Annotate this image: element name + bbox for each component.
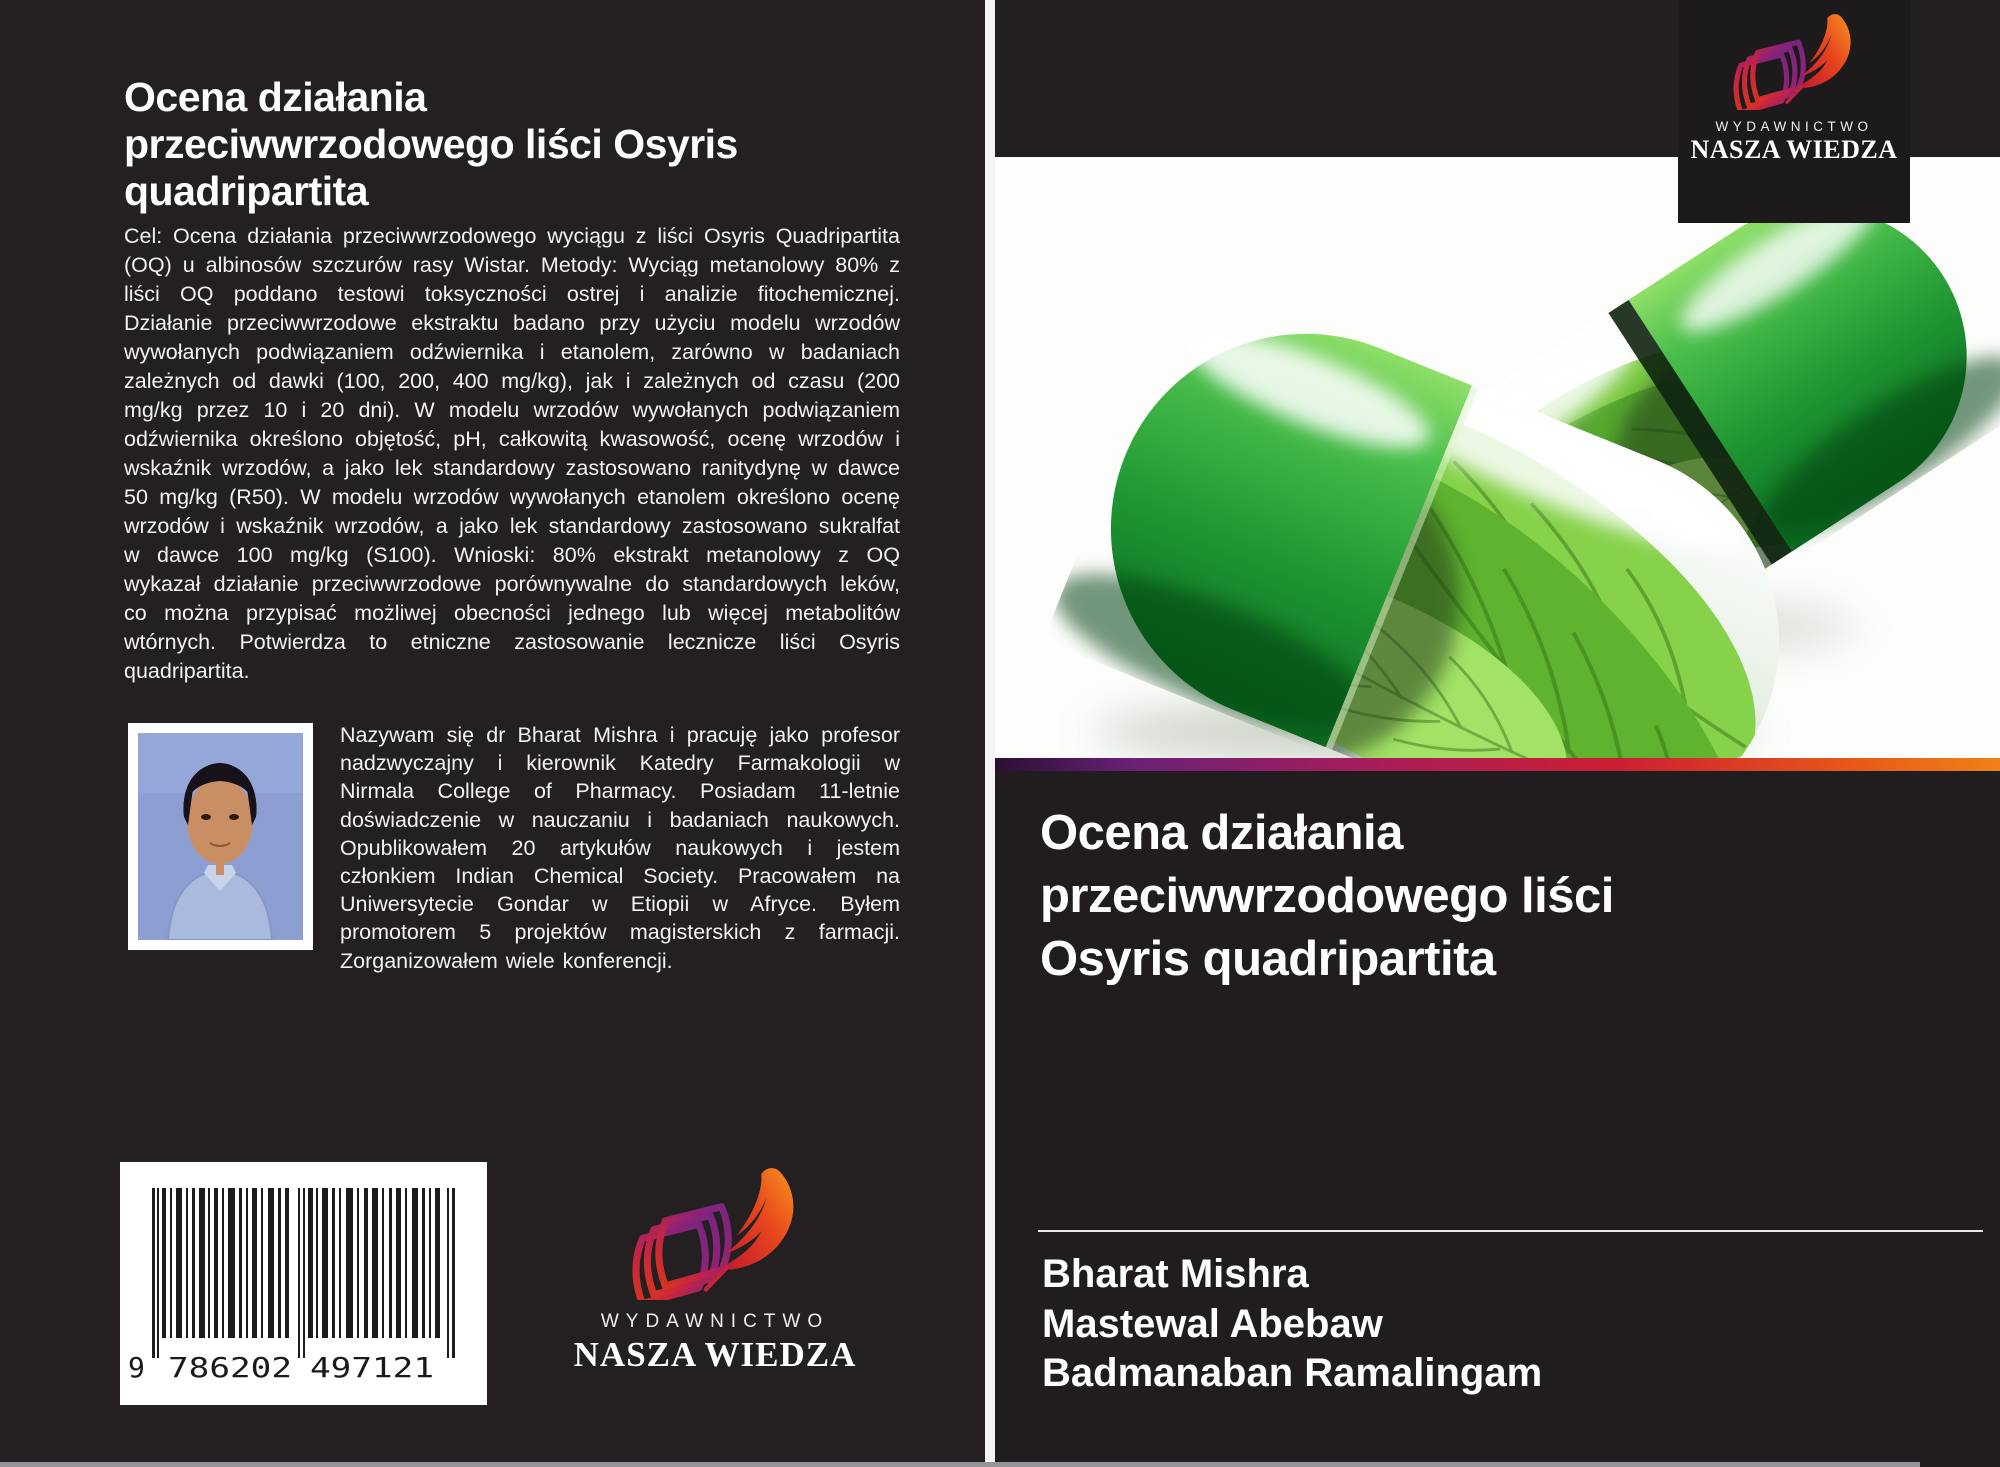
- barcode-image: [120, 1162, 487, 1405]
- authors-divider-line: [1038, 1230, 1983, 1232]
- publisher-logo-front: [1678, 0, 1910, 223]
- bottom-edge-strip: [0, 1462, 1920, 1467]
- barcode: [120, 1162, 487, 1405]
- spine-gap: [985, 0, 995, 1467]
- publisher-name-top: WYDAWNICTWO: [1715, 119, 1873, 134]
- publisher-logo-back: [555, 1168, 875, 1375]
- author-bio-text: Nazywam się dr Bharat Mishra i pracuję jako profesor nadzwyczajny i kierownik Katedry Farmakologii w Nirmala College of Pharmacy. Posiadam 11-letnie doświadczenie w nauczaniu i badaniach naukowych. Opublikowałem 20 artykułów naukowych i jestem członkiem Indian Chemical Society. Pracowałem na Uniwersytecie Gondar w Etiopii w Afryce. Byłem promotorem 5 projektów magisterskich z farmacji. Zorganizowałem wiele konferencji.: [340, 723, 900, 973]
- author-portrait-image: [138, 733, 303, 940]
- publisher-feather-book-icon: [608, 1168, 823, 1300]
- front-cover-title: Ocena działania przeciwwrzodowego liści Osyris quadripartita: [1040, 806, 1614, 986]
- publisher-name-bottom: NASZA WIEDZA: [1690, 135, 1898, 164]
- accent-gradient-bar: [995, 758, 2000, 771]
- publisher-feather-book-icon: [1719, 14, 1869, 110]
- barcode-digits-group1: 786202: [168, 1351, 292, 1384]
- publisher-name-bottom: NASZA WIEDZA: [573, 1335, 857, 1374]
- barcode-digits-group2: 497121: [310, 1351, 434, 1384]
- publisher-name-top: WYDAWNICTWO: [600, 1311, 830, 1332]
- green-capsules-image: [995, 157, 2000, 758]
- capsule-illustration: [995, 157, 2000, 758]
- abstract-text: Cel: Ocena działania przeciwwrzodowego wyciągu z liści Osyris Quadripartita (OQ) u albinosów szczurów rasy Wistar. Metody: Wyciąg metanolowy 80% z liści OQ poddano testowi toksyczności ostrej i analizie fitochemicznej. Działanie przeciwwrzodowe ekstraktu badano przy użyciu modelu wrzodów wywołanych podwiązaniem odźwiernika i etanolem, zarówno w badaniach zależnych od dawki (100, 200, 400 mg/kg), jak i zależnych od czasu (200 mg/kg przez 10 i 20 dni). W modelu wrzodów wywołanych podwiązaniem odźwiernika określono objętość, pH, całkowitą kwasowość, ocenę wrzodów i wskaźnik wrzodów, a jako lek standardowy zastosowano ranitydynę w dawce 50 mg/kg (R50). W modelu wrzodów wywołanych etanolem określono ocenę wrzodów i wskaźnik wrzodów, a jako lek standardowy zastosowano sukralfat w dawce 100 mg/kg (S100). Wnioski: 80% ekstrakt metanolowy z OQ wykazał działanie przeciwwrzodowe porównywalne do standardowych leków, co można przypisać możliwej obecności jednego lub więcej metabolitów wtórnych. Potwierdza to etniczne zastosowanie lecznicze liści Osyris quadripartita.: [124, 224, 900, 683]
- barcode-digit-prefix: 9: [128, 1351, 145, 1384]
- front-cover: [995, 0, 2000, 1467]
- back-cover-title: Ocena działania przeciwwrzodowego liści Osyris quadripartita: [124, 74, 738, 214]
- author-photo: [128, 723, 313, 950]
- authors-list: Bharat Mishra Mastewal Abebaw Badmanaban Ramalingam: [1042, 1252, 1543, 1395]
- back-cover: [0, 0, 985, 1467]
